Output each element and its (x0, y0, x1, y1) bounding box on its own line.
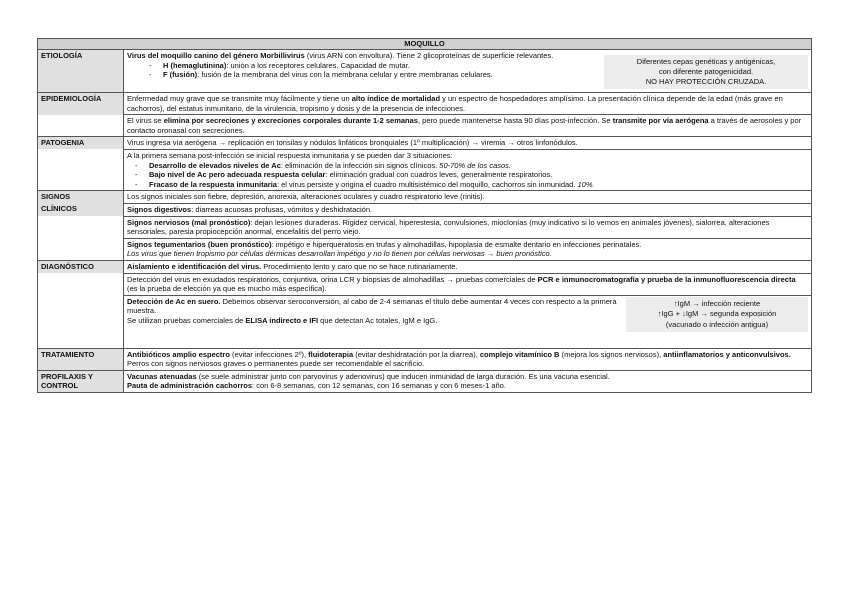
signos-tegumentarios: Signos tegumentarios (buen pronóstico): impétigo e hiperqueratosis en trufas y almohadillas, hipoplasia de esmalte dentario en infecciones perinatales. Los virus que tienen tropismo por células dérmicas desarrollan impétigo y no lo tienen por células nerviosas → buen pronóstico. (124, 238, 812, 260)
glycoprotein-h: - H (hemaglutinina): unión a los receptores celulares. Capacidad de mutar. (149, 60, 410, 70)
section-label-epidemiologia: EPIDEMIOLOGÍA (38, 93, 124, 115)
section-label-profilaxis: PROFILAXIS Y CONTROL (38, 370, 124, 392)
moquillo-table (37, 38, 812, 393)
section-label-signos: SIGNOS (38, 191, 124, 204)
row-tratamiento (38, 348, 812, 370)
diagnostico-p1: Aislamiento e identificación del virus. Procedimiento lento y caro que no se hace rutinariamente. (124, 260, 812, 273)
patogenia-p1: Virus ingresa vía aerógena → replicación en tonsilas y nódulos linfáticos bronquiales (1º multiplicación) → viremia → otros linfonódulos. (124, 137, 812, 150)
profilaxis-content: Vacunas atenuadas (se suele administrar junto con parvovirus y adenovirus) que inducen inmunidad de larga duración. Es una vacuna esencial. Pauta de administración cachorros: con 6-8 semanas, con 12 semanas, con 16 semanas y con 6 meses-1 año. (124, 370, 812, 392)
cross-protection-note: Diferentes cepas genéticas y antigénicas, con diferente patogenicidad. NO HAY PROTECCIÓN CRUZADA. (604, 55, 808, 89)
diagnostico-p3: ↑IgM → infección reciente ↑IgG + ↓IgM → segunda exposición (vacunado o infección antigua) Detección de Ac en suero. Debemos observar seroconversión, al cabo de 2-4 semanas el título debe aumentar 4 veces con respecto a la primera muestra. Se utilizan pruebas comerciales de ELISA indirecto e IFI que detectan Ac totales, IgM e IgG. (124, 295, 812, 348)
row-diagnostico (38, 260, 812, 273)
situation-2: - Bajo nivel de Ac pero adecuada respuesta celular: eliminación gradual con cuadros leves, generalmente respiratorios. (135, 170, 553, 180)
situation-3: - Fracaso de la respuesta inmunitaria: el virus persiste y origina el cuadro multisistémico del moquillo, cachorros sin inmunidad. 10%. (135, 179, 595, 189)
signos-p1: Los signos iniciales son fiebre, depresión, anorexia, alteraciones oculares y cuadro respiratorio leve (rinitis). (124, 191, 812, 204)
section-label-patogenia: PATOGENIA (38, 137, 124, 150)
table-title: MOQUILLO (38, 39, 812, 50)
etiologia-content: Diferentes cepas genéticas y antigénicas, con diferente patogenicidad. NO HAY PROTECCIÓN CRUZADA. Virus del moquillo canino del género Morbillivirus (virus ARN con envoltura). Tiene 2 glicoproteínas de superficie relevantes. - H (hemaglutinina): unión a los receptores celulares. Capacidad de mutar. - F (fusión): fusión de la membrana del virus con la membrana celular y entre membranas celulares. (124, 50, 812, 93)
diagnostico-p2: Detección del virus en exudados respiratorios, conjuntiva, orina LCR y biopsias de almohadillas → pruebas comerciales de PCR e inmunocromatografía y prueba de la inmunofluorescencia directa (es la prueba de elección ya que es mucho más específica). (124, 273, 812, 295)
tratamiento-content: Antibióticos amplio espectro (evitar infecciones 2º), fluidoterapia (evitar deshidratación por la diarrea), complejo vitamínico B (mejora los signos nerviosos), antiinflamatorios y anticonvulsivos. Perros con signos nerviosos graves o permanentes puede ser recomendable el sacrificio. (124, 348, 812, 370)
glycoprotein-f: - F (fusión): fusión de la membrana del virus con la membrana celular y entre membranas celulares. (149, 70, 493, 80)
signos-nerviosos: Signos nerviosos (mal pronóstico): dejan lesiones duraderas. Rigidez cervical, hiperestesia, convulsiones, mioclonías (muy indicativo si lo vemos en animales jóvenes), sialorrea, alteraciones sensoriales, paresia propiocepción anormal, encefalitis del perro viejo. (124, 216, 812, 238)
virus-genus: Virus del moquillo canino del género Morbillivirus (127, 51, 305, 60)
section-label-etiologia: ETIOLOGÍA (38, 50, 124, 93)
section-label-diagnostico: DIAGNÓSTICO (38, 260, 124, 273)
situation-1: - Desarrollo de elevados niveles de Ac: eliminación de la infección sin signos clínicos. 50-70% de los casos. (135, 160, 512, 170)
epidemiologia-p1: Enfermedad muy grave que se transmite muy fácilmente y tiene un alto índice de mortalidad y un espectro de hospedadores amplísimo. La presentación clínica depende de la edad (más grave en cachorros), del estatus inmunitario, de la virulencia, tropismo y dosis y de la presencia de infecciones. (124, 93, 812, 115)
patogenia-p2: A la primera semana post-infección se inicial respuesta inmunitaria y se pueden dar 3 situaciones: - Desarrollo de elevados niveles de Ac: eliminación de la infección sin signos clínicos. 50-70% de los casos. - Bajo nivel de Ac pero adecuada respuesta celular: eliminación gradual con cuadros leves, generalmente respiratorios. - Fracaso de la respuesta inmunitaria: el virus persiste y origina el cuadro multisistémico del moquillo, cachorros sin inmunidad. 10%. (124, 149, 812, 190)
row-signos (38, 191, 812, 204)
epidemiologia-p2: El virus se elimina por secreciones y excreciones corporales durante 1-2 semanas, pero puede mantenerse hasta 90 días post-infección. Se transmite por vía aerógena a través de aerosoles y por contacto oronasal con secreciones. (124, 115, 812, 137)
row-epidemiologia (38, 93, 812, 115)
section-label-tratamiento: TRATAMIENTO (38, 348, 124, 370)
row-patogenia (38, 137, 812, 150)
row-profilaxis (38, 370, 812, 392)
antibody-note: ↑IgM → infección reciente ↑IgG + ↓IgM → segunda exposición (vacunado o infección antigua) (626, 297, 808, 333)
section-label-signos-2: CLÍNICOS (38, 203, 124, 216)
signos-digestivos: Signos digestivos: diarreas acuosas profusas, vómitos y deshidratación. (124, 203, 812, 216)
row-etiologia (38, 50, 812, 93)
